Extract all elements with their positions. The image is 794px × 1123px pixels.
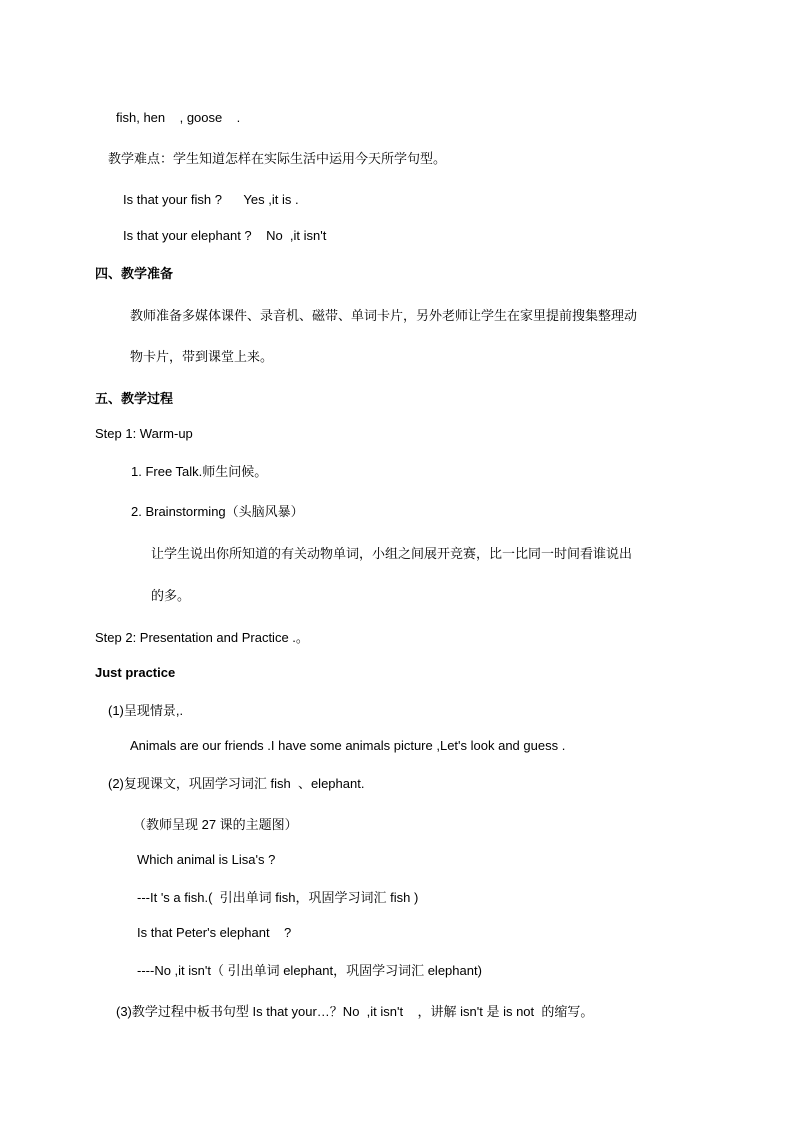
section-heading-preparation: 四、教学准备	[95, 266, 174, 281]
practice-item-1: (1)呈现情景,.	[108, 703, 184, 718]
step-1-item-2: 2. Brainstorming（头脑风暴）	[131, 504, 304, 519]
teaching-difficulty: 教学难点：学生知道怎样在实际生活中运用今天所学句型。	[108, 151, 447, 166]
preparation-text-2: 物卡片，带到课堂上来。	[130, 349, 274, 364]
practice-item-1-text: Animals are our friends .I have some animals picture ,Let's look and guess .	[130, 738, 566, 753]
step-2-heading: Step 2: Presentation and Practice .。	[95, 630, 309, 645]
preparation-text-1: 教师准备多媒体课件、录音机、磁带、单词卡片，另外老师让学生在家里提前搜集整理动	[130, 308, 638, 323]
brainstorming-text-1: 让学生说出你所知道的有关动物单词，小组之间展开竞赛，比一比同一时间看谁说出	[151, 546, 633, 561]
practice-item-3: (3)教学过程中板书句型 Is that your…？No ,it isn't ，讲解 isn't 是 is not 的缩写。	[116, 1004, 594, 1019]
brainstorming-text-2: 的多。	[151, 588, 191, 603]
sentence-example-2: Is that your elephant ? No ,it isn't	[123, 228, 327, 243]
practice-item-2: (2)复现课文，巩固学习词汇 fish 、elephant.	[108, 776, 365, 791]
practice-item-2-note: （教师呈现 27 课的主题图）	[133, 817, 298, 832]
step-1-heading: Step 1: Warm-up	[95, 426, 193, 441]
section-heading-process: 五、教学过程	[95, 391, 174, 406]
dialogue-line-3: Is that Peter's elephant ?	[137, 925, 292, 940]
dialogue-line-4: ----No ,it isn't（ 引出单词 elephant，巩固学习词汇 elephant)	[137, 963, 482, 978]
dialogue-line-1: Which animal is Lisa's ?	[137, 852, 276, 867]
dialogue-line-2: ---It 's a fish.( 引出单词 fish，巩固学习词汇 fish )	[137, 890, 419, 905]
just-practice-heading: Just practice	[95, 665, 176, 680]
vocab-line: fish, hen , goose .	[116, 110, 241, 125]
sentence-example-1: Is that your fish ? Yes ,it is .	[123, 192, 299, 207]
step-1-item-1: 1. Free Talk.师生问候。	[131, 464, 268, 479]
